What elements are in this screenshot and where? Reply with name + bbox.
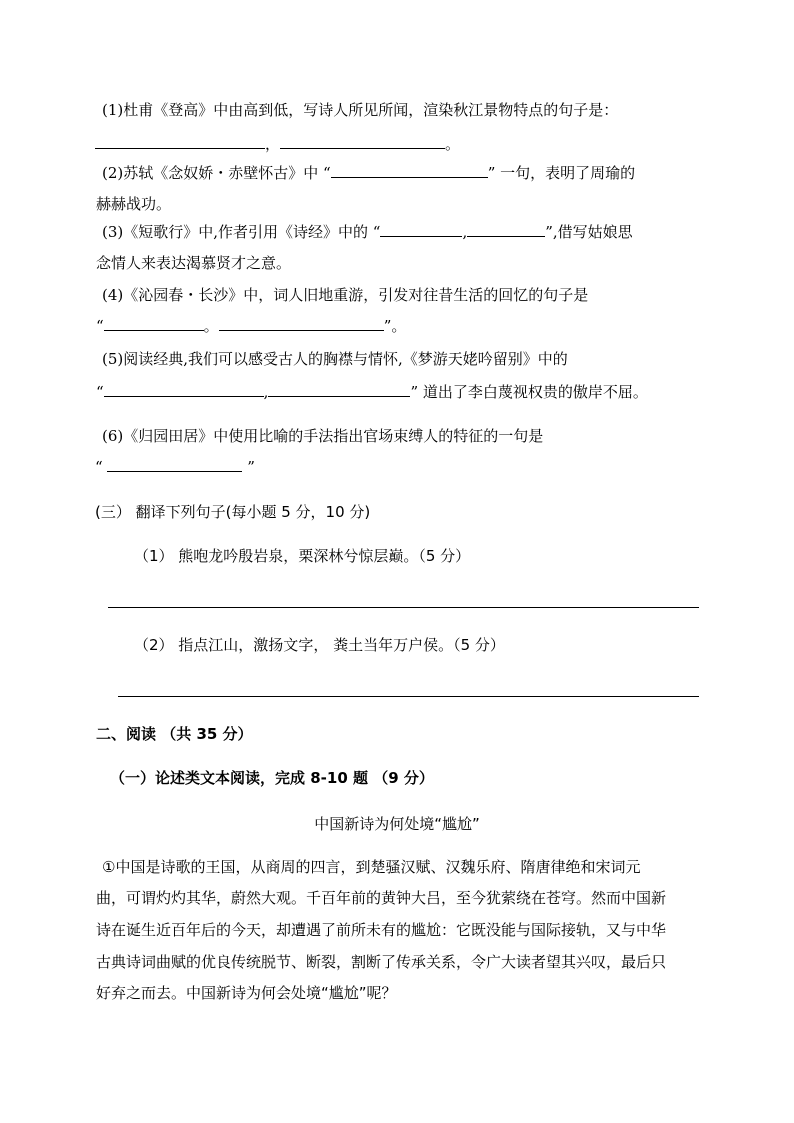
answer-blank[interactable]: [331, 162, 488, 178]
translation-item-1: （1） 熊咆龙吟殷岩泉，栗深林兮惊层巅。（5 分）: [134, 547, 471, 565]
question-4-answer-line: “ 。 ”。: [96, 317, 407, 335]
subsection-title: （一）论述类文本阅读，完成 8-10 题 （9 分）: [110, 769, 434, 787]
translation-item-2: （2） 指点江山，激扬文字， 粪土当年万户侯。（5 分）: [134, 636, 505, 654]
question-5-answer-line: “ , ” 道出了李白蔑视权贵的傲岸不屈。: [96, 383, 648, 401]
answer-blank[interactable]: [104, 381, 264, 397]
answer-line-2[interactable]: [118, 696, 699, 697]
answer-blank[interactable]: [107, 456, 242, 472]
answer-blank[interactable]: [104, 315, 204, 331]
question-3-prompt: (3)《短歌行》中,作者引用《诗经》中的 “ , ”,借写姑娘思: [102, 223, 633, 241]
question-1-prompt: [0, 100, 794, 120]
answer-line-1[interactable]: [108, 607, 699, 608]
question-2-prompt: (2)苏轼《念奴娇・赤壁怀古》中 “ ” 一句，表明了周瑜的: [102, 164, 636, 182]
answer-blank[interactable]: [95, 133, 265, 149]
paragraph-line: ①中国是诗歌的王国，从商周的四言，到楚骚汉赋、汉魏乐府、隋唐律绝和宋词元: [102, 858, 641, 876]
paragraph-line: 诗在诞生近百年后的今天，却遭遇了前所未有的尴尬：它既没能与国际接轨，又与中华: [96, 921, 667, 939]
answer-blank[interactable]: [219, 315, 384, 331]
question-6-answer-line: “ ”: [95, 458, 255, 476]
paragraph-line: 好弃之而去。中国新诗为何会处境“尴尬”呢？: [96, 984, 397, 1002]
answer-blank[interactable]: [268, 381, 410, 397]
question-4-prompt: (4)《沁园春・长沙》中，词人旧地重游，引发对往昔生活的回忆的句子是: [102, 286, 589, 304]
answer-blank[interactable]: [380, 221, 462, 237]
section-title: 二、阅读 （共 35 分）: [96, 725, 253, 743]
paragraph-line: 古典诗词曲赋的优良传统脱节、断裂，割断了传承关系，令广大读者望其兴叹，最后只: [96, 953, 667, 971]
answer-blank[interactable]: [280, 133, 445, 149]
question-text: (1)杜甫《登高》中由高到低，写诗人所见所闻，渲染秋江景物特点的句子是：: [102, 101, 619, 119]
translation-heading: (三） 翻译下列句子(每小题 5 分，10 分): [95, 503, 371, 521]
paragraph-line: 曲，可谓灼灼其华，蔚然大观。千百年前的黄钟大吕，至今犹萦绕在苍穹。然而中国新: [96, 889, 667, 907]
question-2-continuation: 赫赫战功。: [96, 195, 172, 213]
question-1-answer-line: ， 。: [0, 133, 794, 154]
answer-blank[interactable]: [467, 221, 545, 237]
question-3-continuation: 念情人来表达渴慕贤才之意。: [96, 254, 292, 272]
question-6-prompt: (6)《归园田居》中使用比喻的手法指出官场束缚人的特征的一句是: [102, 427, 544, 445]
article-title: 中国新诗为何处境“尴尬”: [314, 815, 480, 833]
question-5-prompt: (5)阅读经典,我们可以感受古人的胸襟与情怀,《梦游天姥吟留别》中的: [102, 350, 568, 368]
